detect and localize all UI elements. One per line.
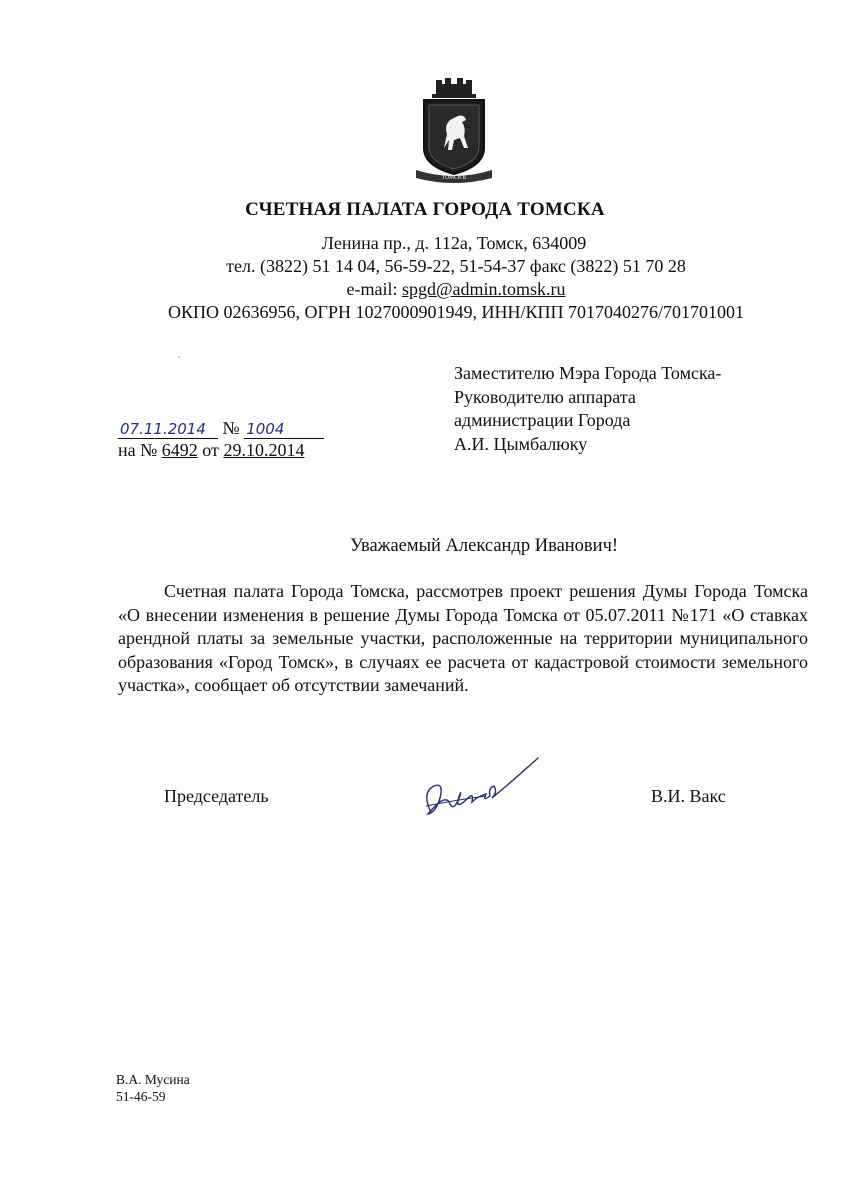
city-coat-of-arms-emblem — [414, 78, 494, 188]
letter-body: Счетная палата Города Томска, рассмотрев проект решения Думы Города Томска «О внесении изменения в решение Думы Города Томска от 05.07.2011 №171 «О ставках арендной платы за земельные участки, расположенные на территории муниципального образования «Город Томск», в случаях ее расчета от кадастровой стоимости земельного участка», сообщает об отсутствии замечаний. — [118, 581, 808, 695]
recipient-line: Заместителю Мэра Города Томска- — [454, 363, 722, 383]
outgoing-number-label: № — [222, 418, 240, 438]
executor-phone: 51-46-59 — [116, 1089, 166, 1104]
handwritten-signature — [416, 752, 546, 824]
reference-number: 6492 — [161, 440, 198, 460]
reference-date: 29.10.2014 — [223, 440, 305, 460]
incoming-reference — [118, 440, 304, 461]
organization-codes: ОКПО 02636956, ОГРН 1027000901949, ИНН/КПП 7017040276/701701001 — [168, 302, 744, 322]
reference-mid: от — [197, 440, 224, 460]
recipient-line: А.И. Цымбалюку — [454, 433, 588, 454]
outgoing-number-handwritten: 1004 — [244, 420, 324, 439]
organization-phones: тел. (3822) 51 14 04, 56-59-22, 51-54-37 факс (3822) 51 70 28 — [226, 256, 686, 276]
email-link[interactable]: spgd@admin.tomsk.ru — [401, 279, 566, 299]
scan-speck — [178, 356, 180, 358]
recipient-block — [454, 362, 721, 456]
reference-prefix: на № — [118, 440, 162, 460]
emblem-motto: ТОМСКЪ — [441, 175, 467, 181]
signatory-title: Председатель — [164, 786, 269, 806]
organization-address: Ленина пр., д. 112а, Томск, 634009 — [321, 233, 587, 253]
outgoing-registration — [118, 418, 324, 439]
organization-name: СЧЕТНАЯ ПАЛАТА ГОРОДА ТОМСКА — [245, 199, 605, 220]
email-label: e-mail: — [346, 279, 402, 299]
outgoing-date-handwritten: 07.11.2014 — [118, 420, 218, 439]
greeting: Уважаемый Александр Иванович! — [349, 536, 619, 556]
signatory-name: В.И. Вакс — [651, 786, 726, 806]
executor-name: В.А. Мусина — [116, 1072, 190, 1087]
executor-info — [116, 1071, 190, 1105]
recipient-line: Руководителю аппарата — [454, 386, 636, 407]
organization-email-line — [0, 279, 850, 300]
recipient-line: администрации Города — [454, 410, 631, 430]
